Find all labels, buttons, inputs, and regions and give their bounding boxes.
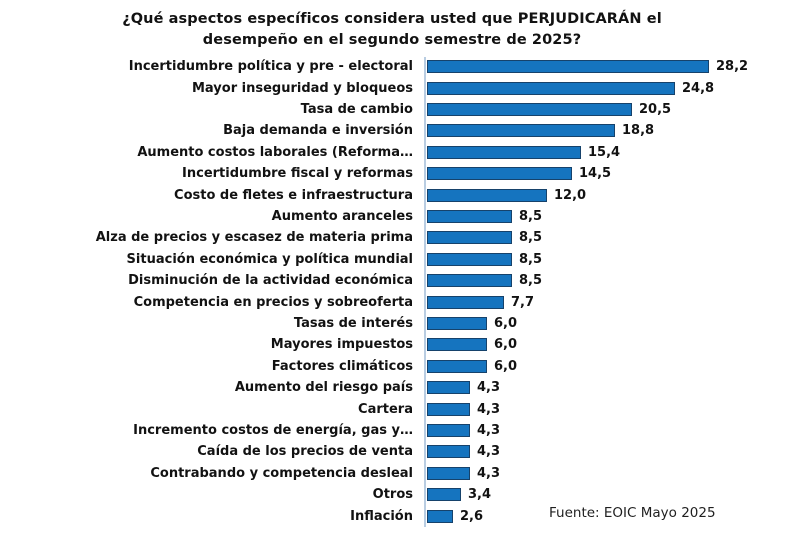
category-label: Caída de los precios de venta [197,444,413,460]
bar-area [427,423,500,438]
bar [427,103,632,116]
category-label: Costo de fletes e infraestructura [174,187,413,203]
value-label: 24,8 [682,80,715,96]
value-label: 4,3 [477,401,501,417]
source-note: Fuente: EOIC Mayo 2025 [549,505,716,521]
bar-area [427,359,517,374]
category-label: Baja demanda e inversión [223,123,413,139]
bar [427,60,709,73]
bar [427,317,487,330]
value-label: 4,3 [477,444,501,460]
value-label: 15,4 [588,144,621,160]
bar-row [0,142,800,163]
value-label: 3,4 [468,487,492,503]
bar [427,231,512,244]
bar [427,403,470,416]
bar [427,381,470,394]
value-label: 4,3 [477,422,501,438]
bar [427,338,487,351]
bar-area [427,273,542,288]
bar-area [427,316,517,331]
bar-area [427,102,671,117]
bar-row [0,291,800,312]
bar-area [427,444,500,459]
bar-area [427,123,654,138]
value-label: 20,5 [639,101,672,117]
category-label: Situación económica y política mundial [126,251,413,267]
bar-row [0,398,800,419]
bar [427,146,581,159]
bar-area [427,487,491,502]
bar-row [0,377,800,398]
category-label: Mayor inseguridad y bloqueos [192,80,413,96]
bar-area [427,402,500,417]
value-label: 8,5 [519,208,543,224]
category-label: Otros [372,487,413,503]
value-label: 12,0 [554,187,587,203]
bar-area [427,145,620,160]
bar-row [0,163,800,184]
bar-row [0,227,800,248]
bar-row [0,484,800,505]
bar [427,296,504,309]
bar-row [0,463,800,484]
chart-title-line1: ¿Qué aspectos específicos considera usted que PERJUDICARÁN el [122,11,662,27]
bar-row [0,249,800,270]
bar-row [0,420,800,441]
bar [427,467,470,480]
bar-area [427,59,748,74]
value-label: 8,5 [519,230,543,246]
value-label: 2,6 [460,508,484,524]
bar-area [427,209,542,224]
value-label: 18,8 [622,123,655,139]
bar-area [427,252,542,267]
value-label: 8,5 [519,251,543,267]
category-label: Aumento costos laborales (Reforma… [137,144,413,160]
bar [427,82,675,95]
category-label: Incertidumbre política y pre - electoral [128,59,413,75]
bar-area [427,509,483,524]
bar [427,488,461,501]
category-label: Disminución de la actividad económica [128,273,413,289]
category-label: Alza de precios y escasez de materia prima [95,230,413,246]
value-label: 14,5 [579,166,612,182]
bar-row [0,313,800,334]
value-label: 6,0 [494,358,518,374]
bar [427,510,453,523]
bar-area [427,188,586,203]
bar-row [0,441,800,462]
bar-row [0,99,800,120]
bar-area [427,337,517,352]
bar-row [0,56,800,77]
bar-area [427,466,500,481]
bar [427,274,512,287]
chart-title-line2: desempeño en el segundo semestre de 2025? [202,32,582,49]
category-label: Tasas de interés [293,315,413,331]
bar-area [427,380,500,395]
category-label: Competencia en precios y sobreoferta [133,294,413,310]
bar-row [0,270,800,291]
bar-row [0,77,800,98]
category-label: Factores climáticos [271,358,413,374]
bar-area [427,81,714,96]
category-label: Incremento costos de energía, gas y… [133,422,413,438]
category-label: Incertidumbre fiscal y reformas [182,166,413,182]
value-label: 7,7 [511,294,535,310]
bar-rows [0,56,800,527]
value-label: 8,5 [519,273,543,289]
bar [427,189,547,202]
bar-area [427,166,611,181]
bar-row [0,334,800,355]
bar-area [427,230,542,245]
value-label: 4,3 [477,380,501,396]
value-label: 6,0 [494,337,518,353]
value-label: 4,3 [477,465,501,481]
bar-row [0,120,800,141]
bar [427,210,512,223]
category-label: Contrabando y competencia desleal [150,465,413,481]
category-label: Mayores impuestos [270,337,413,353]
bar [427,445,470,458]
bar [427,424,470,437]
bar [427,360,487,373]
bar-row [0,206,800,227]
bar-area [427,295,534,310]
bar [427,124,615,137]
chart-title [0,9,784,51]
category-label: Aumento del riesgo país [234,380,413,396]
bar [427,167,572,180]
category-label: Tasa de cambio [300,101,413,117]
category-label: Cartera [358,401,413,417]
category-label: Inflación [350,508,413,524]
bar [427,253,512,266]
bar-row [0,184,800,205]
value-label: 6,0 [494,315,518,331]
category-label: Aumento aranceles [271,208,413,224]
bar-row [0,356,800,377]
value-label: 28,2 [716,59,749,75]
